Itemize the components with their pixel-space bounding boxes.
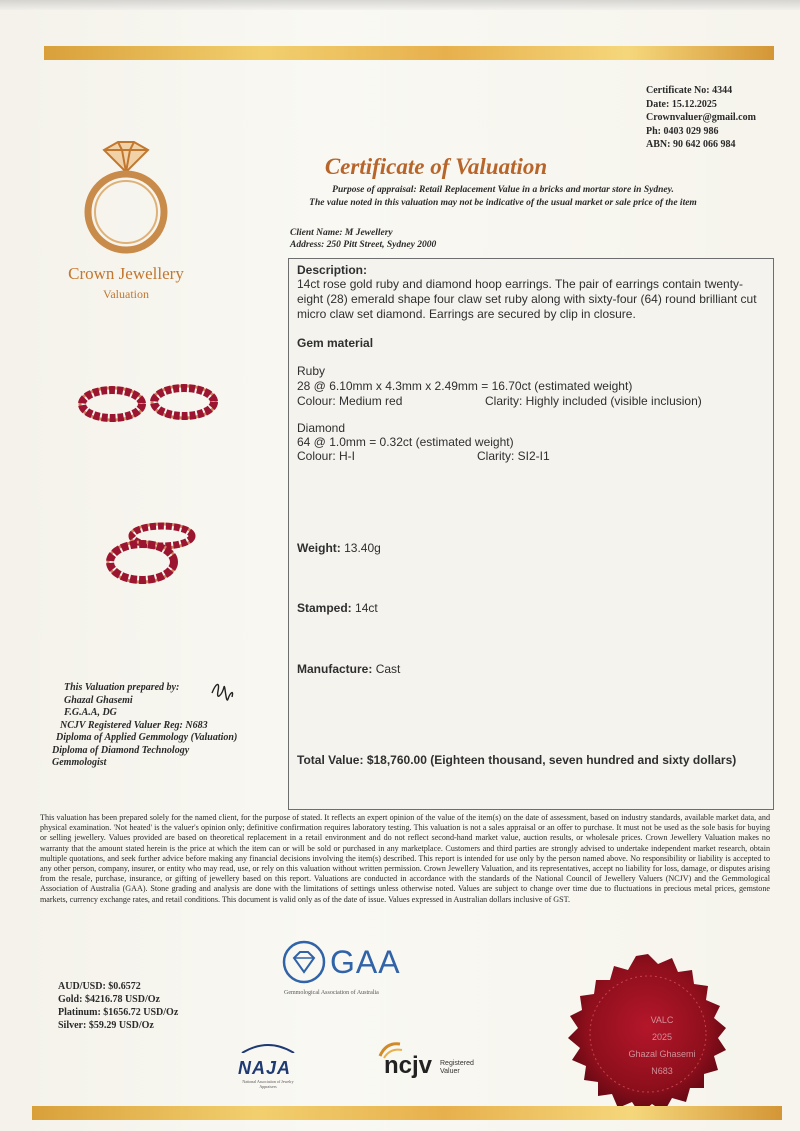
gaa-subtitle: Gemmological Association of Australia [284, 990, 379, 996]
total-label: Total Value: [297, 753, 364, 767]
total-value-row [297, 753, 747, 768]
stamped-value: 14ct [355, 601, 378, 615]
diamond-colour: Colour: H-I [297, 449, 356, 463]
weight-value: 13.40g [344, 541, 381, 555]
diamond-measure: 64 @ 1.0mm = 0.32ct (estimated weight) [297, 435, 514, 449]
certificate-info [646, 84, 756, 152]
total-value: $18,760.00 (Eighteen thousand, seven hundred and sixty dollars) [366, 753, 737, 767]
gaa-logo [282, 940, 422, 996]
purpose-line-2: The value noted in this valuation may not be indicative of the usual market or sale price of the item [309, 198, 697, 208]
bottom-gold-bar [32, 1106, 782, 1120]
manufacture-label: Manufacture: [297, 662, 373, 676]
disclaimer-text: This valuation has been prepared solely for the named client, for the purpose of stated. It reflects an expert opinion of the value of the item(s) on the date of assessment, based on industry standards, available market data, and physical examination. 'Not heated' is the valuer's opinion only; definitive confirmation requires laboratory testing. This valuation is not a sales appraisal or an offer to purchase. It must not be used as the sole basis for buying or selling jewellery. Values provided are based on theoretical replacement in a retail environment and do not reflect second-hand market value, auction results, or wholesale prices. Crown Jewellery Valuation makes no warranty that the amount stated herein is the price at which the item can or will be sold or purchased in any marketplace. Customers and third parties are strongly advised to undertake independent market research, obtain multiple quotations, and seek further advice before making any financial decisions involving the item(s) described. This report is intended for use only by the person named above. No responsibility or liability is accepted to any other person, company, insurer, or entity who may read, use, or rely on this valuation without written permission. Crown Jewellery Valuation, and its representatives, accept no liability for loss, damage, or disputes arising from the resale, purchase, insurance, or gifting of jewellery based on this report. Valuations are conducted in accordance with the standards of the National Council of Jewellery Valuers (NCJV) and the Gemmological Association of Australia (GAA). Stone grading and analysis are done with the limitations of settings unless otherwise noted. Values are subject to change over time due to fluctuations in precious metal prices, gemstone markets, currency exchange rates, and retail conditions. This document is valid only as of the date of issue. Values expressed in Australian dollars inclusive of GST. [40, 813, 770, 904]
rate-gold: Gold: $4216.78 USD/Oz [58, 994, 160, 1005]
rate-platinum: Platinum: $1656.72 USD/Oz [58, 1007, 179, 1018]
certificate-phone: Ph: 0403 029 986 [646, 125, 719, 137]
naja-logo [238, 1040, 298, 1089]
naja-text: NAJA [238, 1058, 292, 1078]
valuer-diploma-1: Diploma of Applied Gemmology (Valuation) [56, 732, 238, 743]
gaa-diamond-icon [282, 940, 326, 984]
certificate-abn: ABN: 90 642 066 984 [646, 139, 736, 150]
seal-line-2: 2025 [651, 1032, 673, 1042]
signature-icon [208, 675, 238, 709]
ruby-section [297, 364, 763, 409]
manufacture-row [297, 662, 400, 676]
scan-edge [0, 0, 800, 10]
ncjv-valuer: Valuer [440, 1068, 460, 1075]
seal-line-4: N683 [651, 1066, 673, 1076]
brand-name [50, 264, 202, 304]
certificate-date: Date: 15.12.2025 [646, 98, 717, 110]
valuer-name: Ghazal Ghasemi [64, 694, 133, 706]
certificate-number: Certificate No: 4344 [646, 85, 733, 96]
description-heading: Description: [297, 263, 368, 277]
valuation-details-box [288, 258, 774, 810]
ruby-clarity: Clarity: Highly included (visible inclusion) [485, 394, 702, 408]
earrings-photo-side [96, 512, 216, 592]
ruby-colour: Colour: Medium red [297, 394, 403, 408]
seal-line-3: Ghazal Ghasemi [628, 1049, 696, 1059]
prepared-label: This Valuation prepared by: [64, 682, 180, 693]
diamond-section [297, 421, 763, 463]
purpose-statement [238, 184, 768, 210]
manufacture-value: Cast [375, 662, 401, 676]
client-details [290, 227, 436, 251]
ruby-grade-row [297, 394, 763, 409]
purpose-line-1: Purpose of appraisal: Retail Replacement Value in a bricks and mortar store in Sydney. [332, 185, 674, 195]
certificate-email: Crownvaluer@gmail.com [646, 112, 756, 123]
naja-subtitle: National Association of Jewelry Appraisers [242, 1079, 294, 1089]
gaa-text: GAA [330, 944, 401, 980]
rate-aud: AUD/USD: $0.6572 [58, 981, 141, 992]
gem-material-heading: Gem material [297, 336, 374, 350]
stamped-label: Stamped: [297, 601, 352, 615]
earrings-photo-top [72, 372, 232, 432]
brand-title: Crown Jewellery [68, 264, 184, 283]
naja-arch-icon [238, 1043, 298, 1053]
metal-rates [58, 980, 178, 1032]
diamond-name: Diamond [297, 421, 346, 435]
ncjv-text: ncjv [384, 1052, 433, 1079]
top-gold-bar [44, 46, 774, 60]
valuer-diploma-2: Diploma of Diamond Technology [52, 744, 190, 756]
diamond-clarity: Clarity: SI2-I1 [477, 449, 550, 463]
weight-label: Weight: [297, 541, 341, 555]
seal-line-1: VALC [650, 1015, 674, 1025]
ncjv-subtitle [440, 1060, 474, 1076]
ruby-name: Ruby [297, 364, 326, 378]
page-title: Certificate of Valuation [324, 154, 548, 179]
diamond-grade-row [297, 449, 763, 463]
seal-text [612, 1012, 712, 1080]
weight-row [297, 541, 381, 555]
description-text: 14ct rose gold ruby and diamond hoop earrings. The pair of earrings contain twenty-eight (28) emerald shape four claw set ruby along with sixty-four (64) round brilliant cut micro claw set diamond. Earrings are secured by clip in closure. [297, 277, 757, 321]
ruby-measure: 28 @ 6.10mm x 4.3mm x 2.49mm = 16.70ct (estimated weight) [297, 379, 633, 393]
client-address: Address: 250 Pitt Street, Sydney 2000 [290, 240, 437, 250]
stamped-row [297, 601, 378, 615]
valuer-title: Gemmologist [52, 757, 107, 768]
brand-subtitle: Valuation [103, 287, 149, 301]
prepared-by [40, 682, 280, 770]
ncjv-registered: Registered [440, 1060, 474, 1067]
client-name: Client Name: M Jewellery [290, 228, 393, 238]
rate-silver: Silver: $59.29 USD/Oz [58, 1020, 154, 1031]
valuer-registration: NCJV Registered Valuer Reg: N683 [60, 719, 208, 731]
valuer-quals: F.G.A.A, DG [64, 707, 117, 718]
ring-logo-icon [66, 140, 186, 258]
